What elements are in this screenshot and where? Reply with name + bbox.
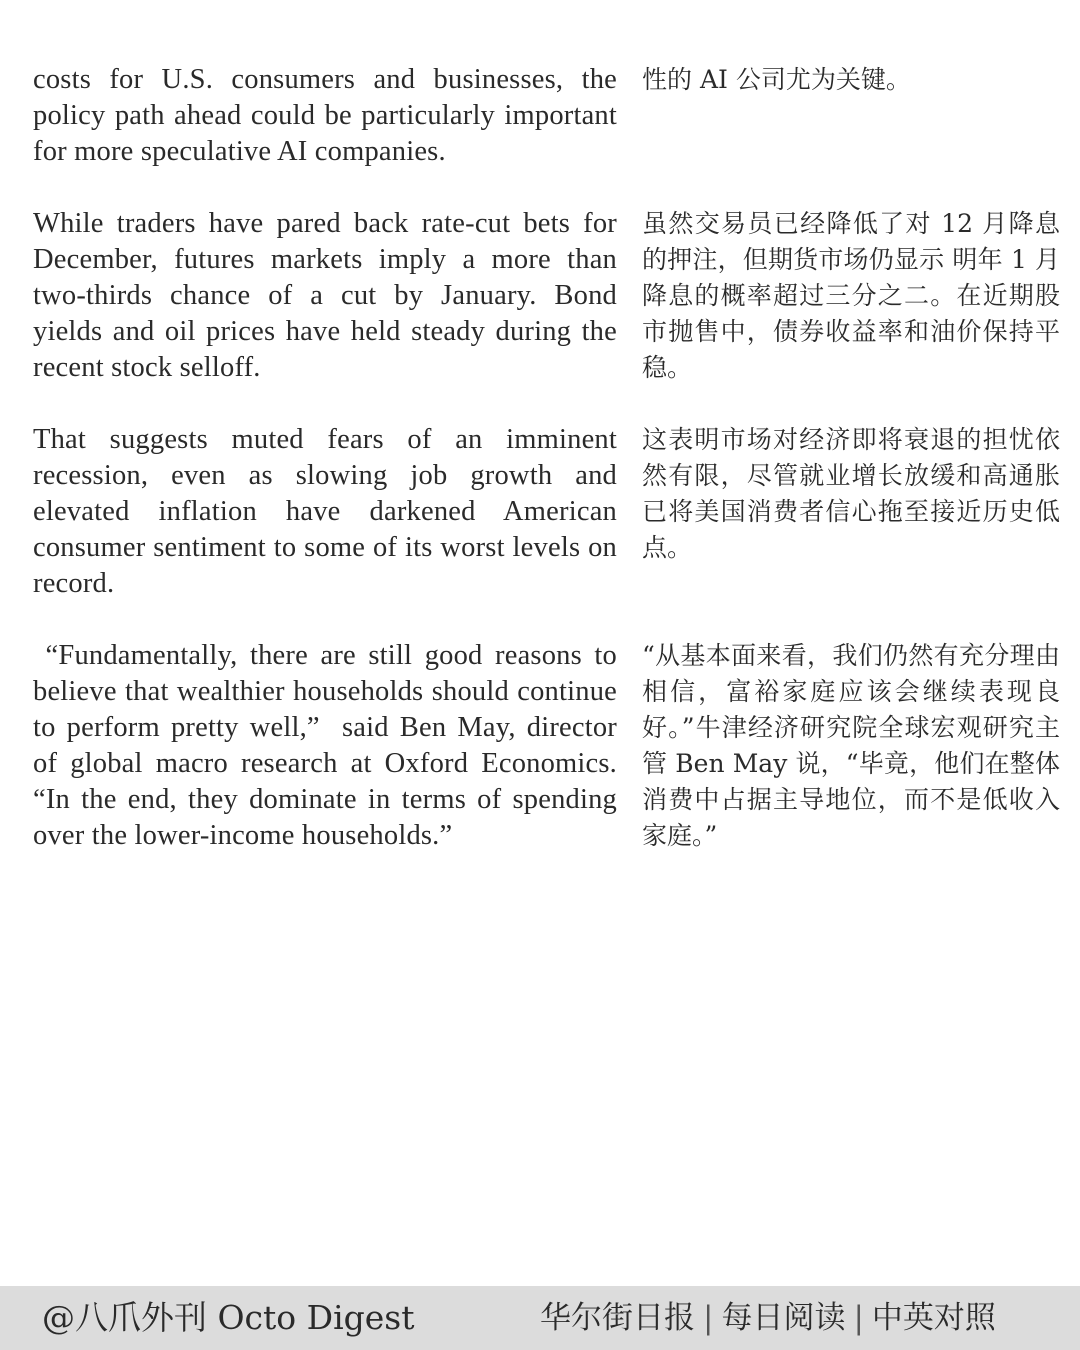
chinese-paragraph: 虽然交易员已经降低了对 12 月降息的押注，但期货市场仍显示 明年 1 月降息的概率超过三分之二。在近期股市抛售中，债券收益率和油价保持平稳。	[642, 209, 1060, 382]
english-paragraph: While traders have pared back rate-cut bets for December, futures markets imply a more than two-thirds chance of a cut by January. Bond yields and oil prices have held steady during the recent stock selloff.	[33, 208, 617, 383]
chinese-paragraph: 这表明市场对经济即将衰退的担忧依然有限，尽管就业增长放缓和高通胀已将美国消费者信心拖至接近历史低点。	[642, 425, 1060, 562]
footer-tag-daily: 每日阅读	[721, 1300, 846, 1336]
footer-bar	[0, 1286, 1080, 1350]
footer-separator: |	[703, 1300, 714, 1336]
footer-tag-source: 华尔街日报	[540, 1300, 695, 1336]
english-paragraph: “Fundamentally, there are still good reasons to believe that wealthier households should continue to perform pretty well,” said Ben May, director of global macro research at Oxford Economics. “In the end, they dominate in terms of spending over the lower-income households.”	[33, 640, 632, 851]
chinese-paragraph: 性的 AI 公司尤为关键。	[642, 65, 911, 94]
english-paragraph: costs for U.S. consumers and businesses, the policy path ahead could be particularly important for more speculative AI companies.	[33, 64, 617, 167]
chinese-paragraph: “从基本面来看，我们仍然有充分理由相信，富裕家庭应该会继续表现良好。”牛津经济研究院全球宏观研究主管 Ben May 说，“毕竟，他们在整体消费中占据主导地位，而不是低收入家庭。”	[642, 641, 1060, 850]
footer-tags	[540, 1298, 996, 1338]
footer-brand: @八爪外刊 Octo Digest	[42, 1298, 415, 1337]
footer-separator: |	[853, 1300, 864, 1336]
footer-tag-bilingual: 中英对照	[871, 1300, 996, 1336]
english-paragraph: That suggests muted fears of an imminent recession, even as slowing job growth and elevated inflation have darkened American consumer sentiment to some of its worst levels on record.	[33, 424, 617, 599]
